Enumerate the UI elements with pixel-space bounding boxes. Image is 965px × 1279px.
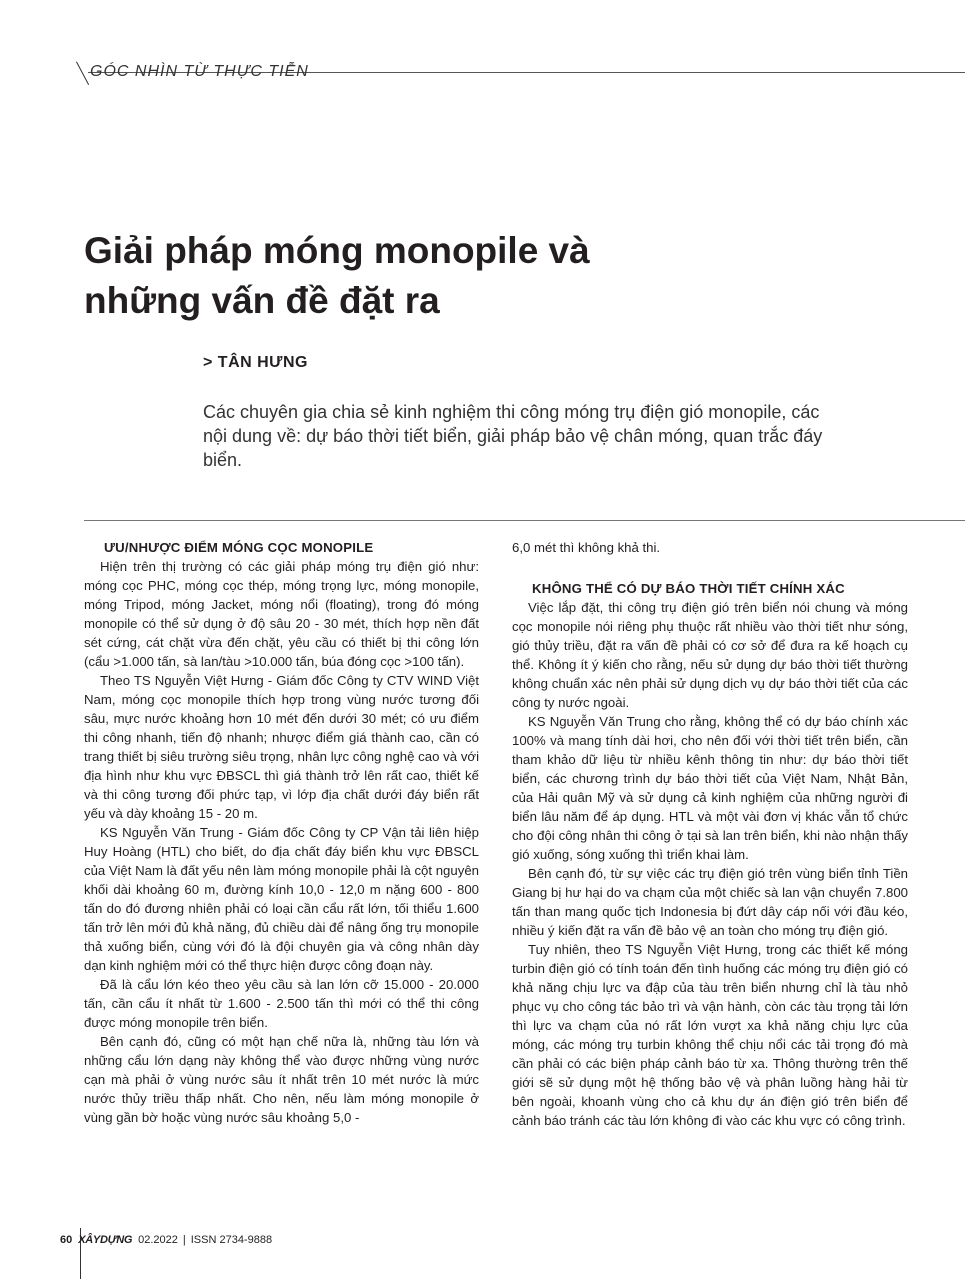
page-footer [60,1234,272,1246]
left-column [84,538,479,1127]
left-paragraph-4: Đã là cẩu lớn kéo theo yêu cầu sà lan lớn cỡ 15.000 - 20.000 tấn, cần cẩu ít nhất từ 1.600 - 2.500 tấn thì mới có thể thi công được móng monopile trên biển. [84,977,479,1030]
article-title [84,226,784,326]
left-paragraph-2: Theo TS Nguyễn Việt Hưng - Giám đốc Công ty CTV WIND Việt Nam, móng cọc monopile thích hợp trong vùng nước tương đối sâu, mực nước khoảng hơn 10 mét đến dưới 30 mét; có ưu điểm thi công nhanh, tiến độ nhanh; nhược điểm giá thành cao, cần có trang thiết bị siêu trường siêu trọng, nhân lực công nghệ cao và với địa hình như khu vực ĐBSCL thì giá thành trở lên rất cao, thiết kế và thi công tương đối phức tạp, vì lớp địa chất dưới đáy biển rất yếu và dày khoảng 15 - 20 m. [84,673,479,821]
title-line-1: Giải pháp móng monopile và [84,230,590,271]
right-section-heading: KHÔNG THỂ CÓ DỰ BÁO THỜI TIẾT CHÍNH XÁC [532,581,845,596]
footer-separator: | [182,1234,186,1246]
header-slash-mark [76,62,89,85]
author-byline: > TÂN HƯNG [203,354,308,371]
section-label: GÓC NHÌN TỪ THỰC TIỄN [90,63,309,80]
right-continuation: 6,0 mét thì không khả thi. [512,540,661,555]
issn-number: ISSN 2734-9888 [190,1234,273,1246]
left-section-heading: ƯU/NHƯỢC ĐIỂM MÓNG CỌC MONOPILE [104,540,374,555]
lead-divider [84,520,965,521]
left-paragraph-1: Hiện trên thị trường có các giải pháp móng trụ điện gió như: móng cọc PHC, móng cọc thép, móng trọng lực, móng monopile, móng Tripod, móng Jacket, móng nổi (floating), trong đó móng monopile có thể sử dụng ở độ sâu 20 - 30 mét, thích hợp nền đất sét cứng, cát chặt vừa đến chặt, yêu cầu có thiết bị thi công lớn (cẩu >1.000 tấn, sà lan/tàu >10.000 tấn, búa đóng cọc >100 tấn). [84,559,479,669]
right-column [512,538,908,1130]
magazine-logo: XÂYDỰNG [78,1234,133,1246]
lead-paragraph: Các chuyên gia chia sẻ kinh nghiệm thi công móng trụ điện gió monopile, các nội dung về: dự báo thời tiết biển, giải pháp bảo vệ chân móng, quan trắc đáy biển. [203,402,823,470]
page-number: 60 [60,1234,73,1246]
left-paragraph-3: KS Nguyễn Văn Trung - Giám đốc Công ty CP Vận tải liên hiệp Huy Hoàng (HTL) cho biết, do địa chất đáy biển khu vực ĐBSCL của Việt Nam là đất yếu nên làm móng monopile phải là cột nguyên khối dài khoảng 60 m, đường kính 10,0 - 12,0 m nặng 600 - 800 tấn do đó đương nhiên phải có loại cần cẩu rất lớn, tối thiểu 1.600 tấn trở lên mới đủ khả năng, đủ chiều dài để nâng ống trụ monopile thả xuống biển, cùng với đó là đội chuyên gia và công nhân dày dạn kinh nghiệm mới có thể thực hiện được công đoạn này. [84,825,479,973]
left-paragraph-5: Bên cạnh đó, cũng có một hạn chế nữa là, những tàu lớn và những cẩu lớn dạng này không thể vào được những vùng nước cạn mà phải ở vùng nước sâu ít nhất trên 10 mét nước là mức nước thủy triều thấp nhất. Cho nên, nếu làm móng monopile ở vùng gần bờ hoặc vùng nước sâu khoảng 5,0 - [84,1034,479,1125]
right-paragraph-4: Tuy nhiên, theo TS Nguyễn Việt Hưng, trong các thiết kế móng turbin điện gió có tính toán đến tình huống các móng trụ điện gió có khả năng chịu lực va đập của tàu trên biển nhưng chỉ là tàu nhỏ phục vụ cho công tác bảo trì và vận hành, còn các tàu trọng tải lớn thì lực va chạm của nó rất lớn vượt xa khả năng chịu lực của móng, các móng trụ turbin không thể chịu nổi các tải trọng đó mà cần phải có các biện pháp cảnh báo từ xa. Thông thường trên thế giới sẽ sử dụng một hệ thống bảo vệ và phân luồng hàng hải từ bên ngoài, khoanh vùng cho cả khu dự án điện gió trên biển để cảnh báo tránh các tàu lớn không đi vào các khu vực có công trình. [512,942,908,1128]
title-line-2: những vấn đề đặt ra [84,280,440,321]
issue-date: 02.2022 [138,1234,178,1246]
right-paragraph-3: Bên cạnh đó, từ sự việc các trụ điện gió trên vùng biển tỉnh Tiền Giang bị hư hại do va chạm của một chiếc sà lan vận chuyển 7.800 tấn than mang quốc tịch Indonesia bị đứt dây cáp nối với đầu kéo, nhiều ý kiến đặt ra vấn đề bảo vệ an toàn cho móng trụ điện gió. [512,866,908,938]
right-paragraph-1: Việc lắp đặt, thi công trụ điện gió trên biển nói chung và móng cọc monopile nói riêng phụ thuộc rất nhiều vào thời tiết như sóng, gió thủy triều, đặt ra vấn đề phải có cơ sở để đưa ra kế hoạch cụ thể. Không ít ý kiến cho rằng, nếu sử dụng dự báo thời tiết thường không chuẩn xác nên phải sử dụng dịch vụ dự báo thời tiết của các công ty nước ngoài. [512,600,908,710]
right-paragraph-2: KS Nguyễn Văn Trung cho rằng, không thể có dự báo chính xác 100% và mang tính dài hơi, cho nên đối với thời tiết trên biển, cần tham khảo dữ liệu từ nhiều kênh thông tin như: dự báo thời tiết biển, các chương trình dự báo thời tiết của Việt Nam, Nhật Bản, của Hải quân Mỹ và sử dụng cả kinh nghiệm của những người đi biển lâu năm để áp dụng. HTL và một vài đơn vị khác vẫn tổ chức cho đội công nhân thi công ở tại sà lan trên biển, khi nào nhận thấy gió xuống, sóng xuống thì triển khai làm. [512,714,908,862]
